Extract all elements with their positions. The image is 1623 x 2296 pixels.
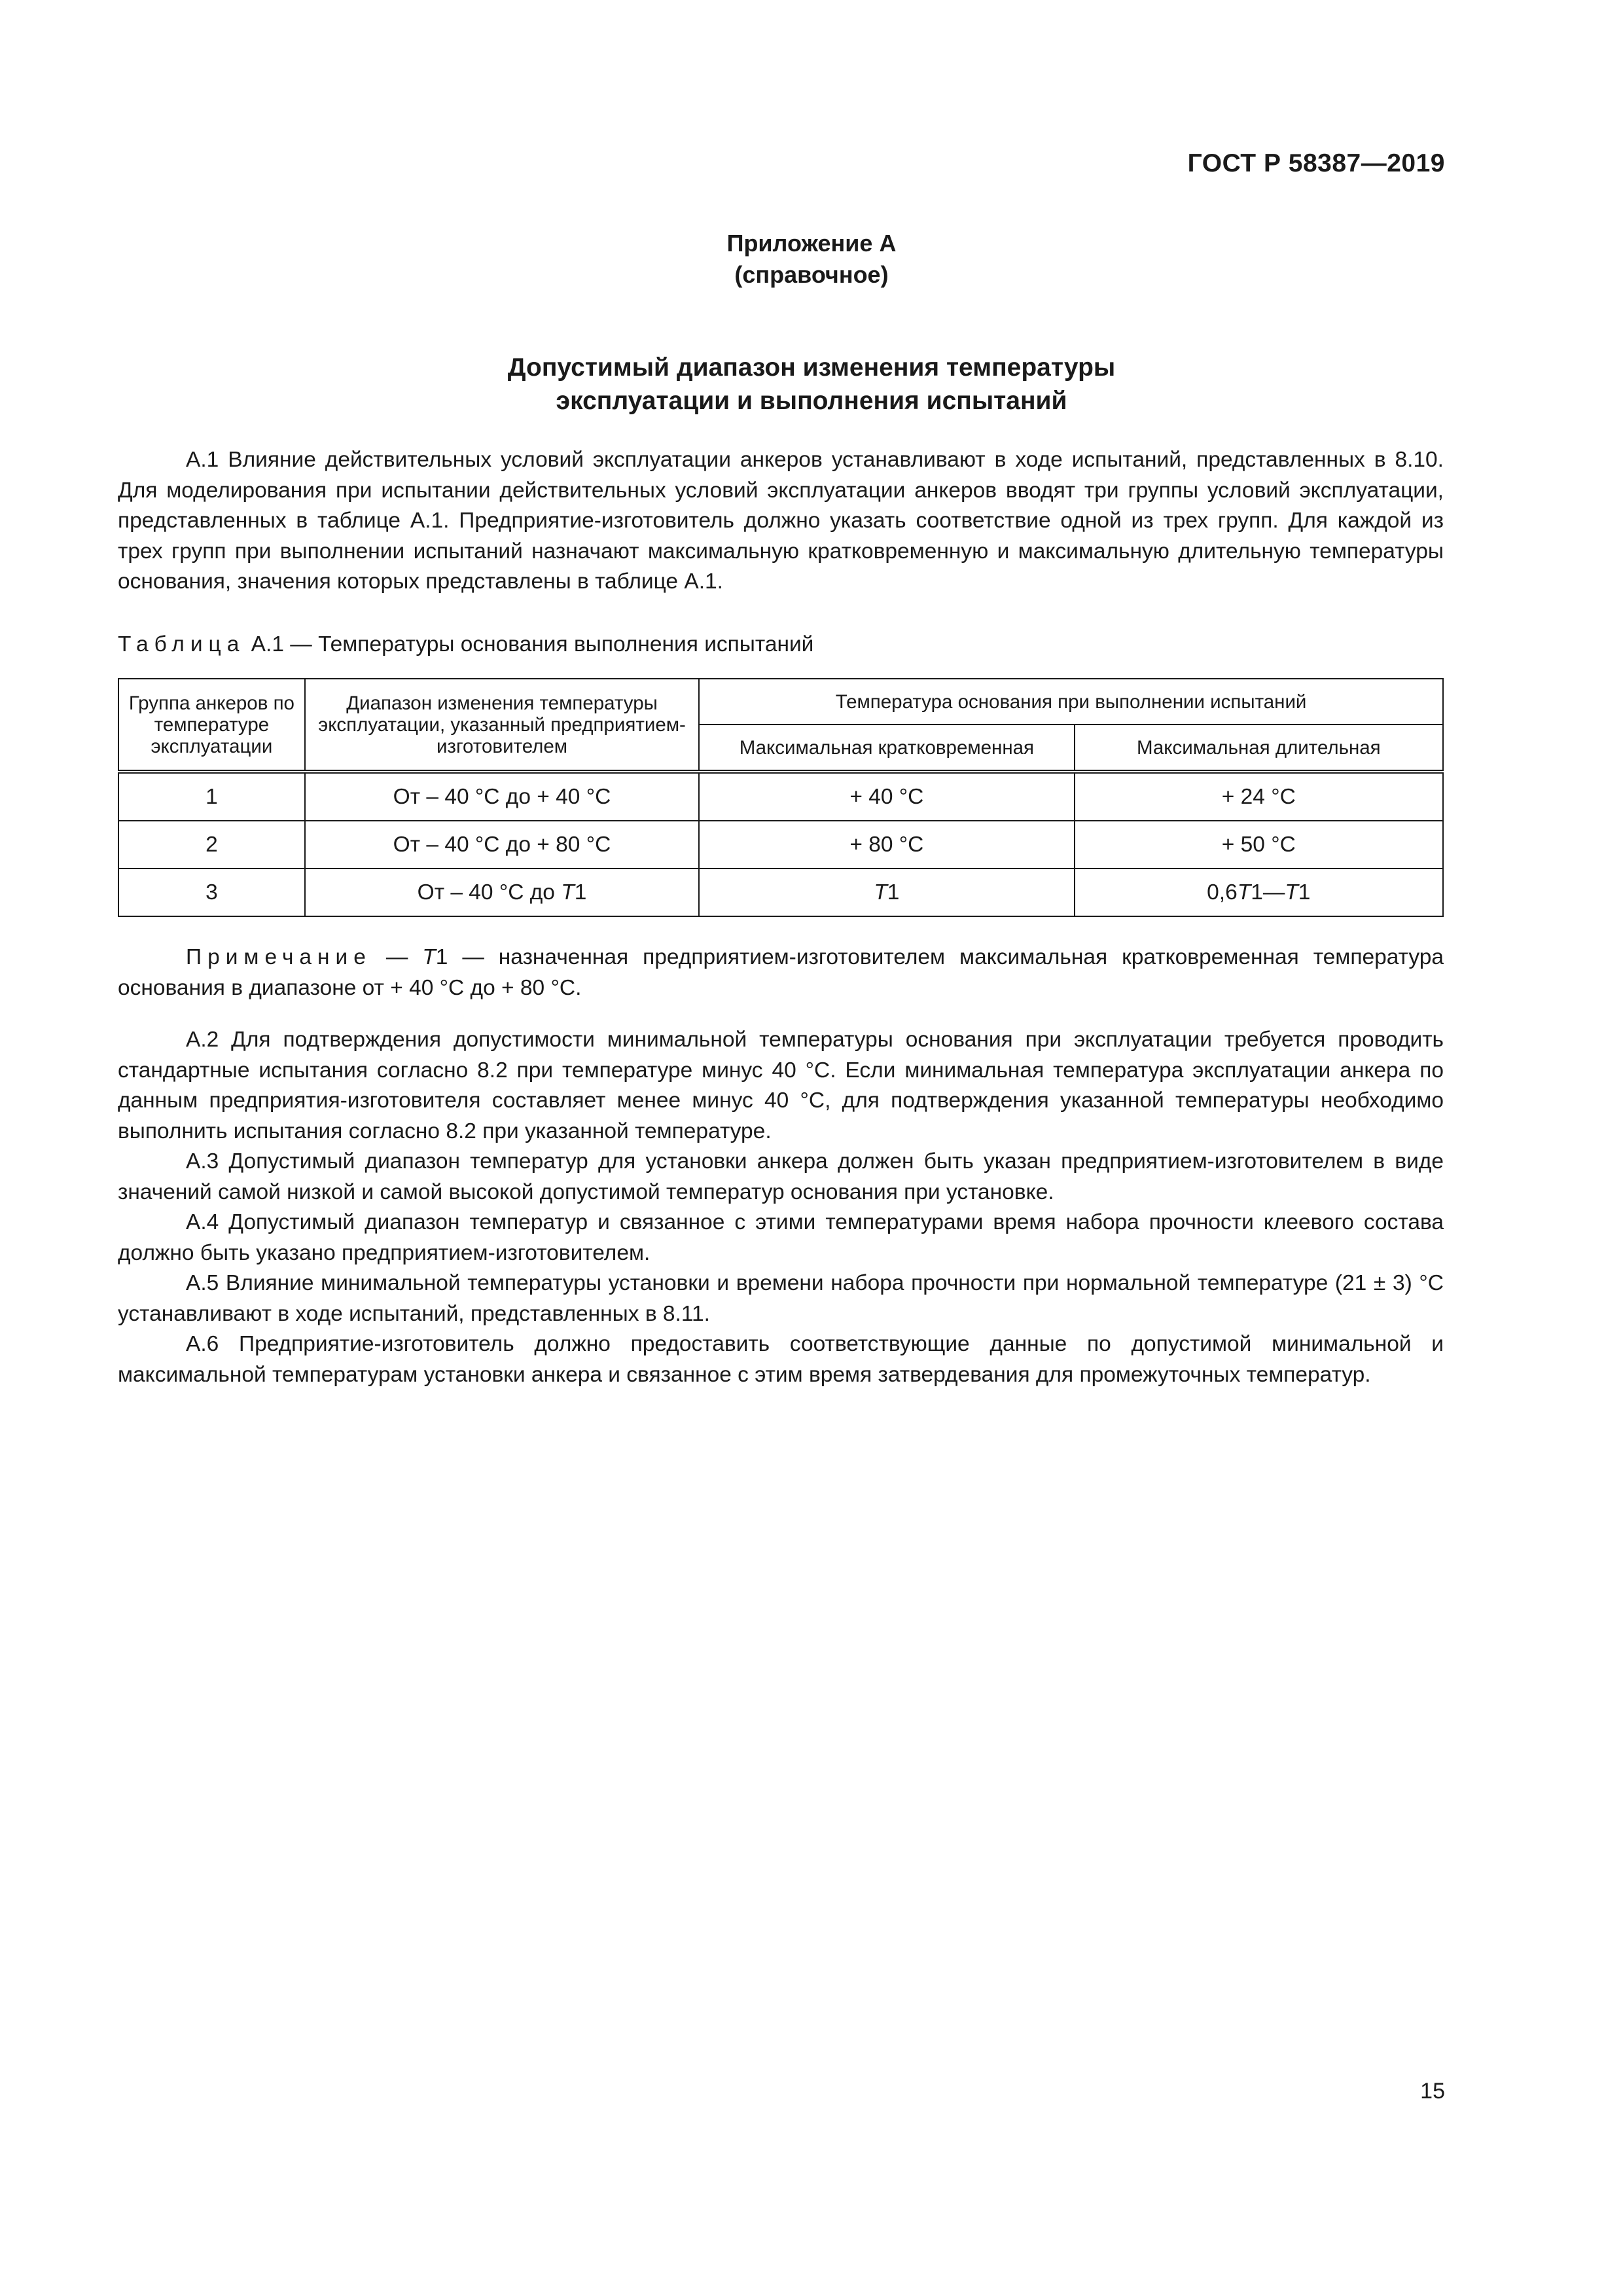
appendix-label: Приложение А	[726, 230, 897, 257]
header-max-long: Максимальная длительная	[1075, 725, 1443, 772]
cell-range: От – 40 °С до + 40 °С	[305, 772, 699, 821]
cell-max-long: + 24 °С	[1075, 772, 1443, 821]
title-line-2: эксплуатации и выполнения испытаний	[556, 387, 1067, 415]
cell-range	[305, 869, 699, 916]
appendix-title	[0, 351, 1623, 418]
paragraph-a6: А.6 Предприятие-изготовитель должно предоставить соответствующие данные по допустимой минимальной и максимальной температурам установки анкера и связанное с этим время затвердевания для промежуточных температур.	[118, 1332, 1444, 1387]
page-number: 15	[1420, 2079, 1445, 2104]
cell-max-short	[699, 869, 1074, 916]
paragraph-a1: А.1 Влияние действительных условий эксплуатации анкеров устанавливают в ходе испытаний, представленных в 8.10. Для моделирования при испытании действительных условий эксплуатации анкеров вводят три группы условий эксплуатации, представленных в таблице А.1. Предприятие-изготовитель должно указать соответствие одной из трех групп. Для каждой из трех групп при выполнении испытаний назначают максимальную кратковременную и максимальную длительную температуры основания, значения которых представлены в таблице А.1.	[118, 448, 1444, 594]
cell-max-short: + 80 °С	[699, 821, 1074, 869]
max-short-var: Т	[874, 880, 887, 905]
table-row	[118, 869, 1443, 916]
note-label: Примечание	[186, 945, 372, 969]
table-row	[118, 772, 1443, 821]
max-long-var-1: Т	[1237, 880, 1251, 905]
paragraph-a5: А.5 Влияние минимальной температуры установки и времени набора прочности при нормальной температуре (21 ± 3) °С устанавливают в ходе испытаний, представленных в 8.11.	[118, 1271, 1444, 1326]
title-line-1: Допустимый диапазон изменения температуры	[507, 353, 1116, 382]
temperature-table	[118, 678, 1444, 917]
note-dash: —	[371, 945, 423, 969]
note-text: 1 — назначенная предприятием-изготовителем максимальная кратковременная температура основания в диапазоне от + 40 °С до + 80 °С.	[118, 945, 1444, 1000]
table-caption	[118, 630, 813, 659]
table-caption-text: А.1 — Температуры основания выполнения испытаний	[245, 632, 814, 656]
table-row	[118, 821, 1443, 869]
cell-group: 1	[118, 772, 305, 821]
cell-range: От – 40 °С до + 80 °С	[305, 821, 699, 869]
paragraph-a4: А.4 Допустимый диапазон температур и связанное с этими температурами время набора прочности клеевого состава должно быть указано предприятием-изготовителем.	[118, 1210, 1444, 1265]
max-long-suffix: 1	[1298, 880, 1311, 905]
range-var: Т	[561, 880, 575, 905]
header-max-short: Максимальная кратковременная	[699, 725, 1074, 772]
cell-max-long	[1075, 869, 1443, 916]
appendix-type: (справочное)	[734, 261, 889, 288]
table-note	[118, 942, 1444, 1003]
paragraph-a3: А.3 Допустимый диапазон температур для установки анкера должен быть указан предприятием-изготовителем в виде значений самой низкой и самой высокой допустимой температур основания при установке.	[118, 1149, 1444, 1204]
header-base-temp: Температура основания при выполнении испытаний	[699, 679, 1443, 725]
paragraph-a2: А.2 Для подтверждения допустимости минимальной температуры основания при эксплуатации требуется проводить стандартные испытания согласно 8.2 при температуре минус 40 °С. Если минимальная температура эксплуатации анкера по данным предприятия-изготовителя составляет менее минус 40 °С, для подтверждения указанной температуры необходимо выполнить испытания согласно 8.2 при указанной температуре.	[118, 1028, 1444, 1143]
max-long-var-2: Т	[1285, 880, 1298, 905]
max-long-mid: 1—	[1251, 880, 1285, 905]
cell-group: 2	[118, 821, 305, 869]
document-id: ГОСТ Р 58387—2019	[1187, 149, 1445, 177]
max-long-prefix: 0,6	[1207, 880, 1238, 905]
appendix-heading	[0, 228, 1623, 291]
cell-max-short: + 40 °С	[699, 772, 1074, 821]
range-suffix: 1	[574, 880, 587, 905]
paragraphs-a2-a6	[118, 1025, 1444, 1390]
note-var: Т	[422, 945, 436, 969]
paragraph-a1-block	[118, 445, 1444, 598]
table-caption-word: Таблица	[118, 632, 245, 656]
header-range: Диапазон изменения температуры эксплуатации, указанный предприятием-изготовителем	[305, 679, 699, 772]
cell-max-long: + 50 °С	[1075, 821, 1443, 869]
max-short-suffix: 1	[887, 880, 900, 905]
cell-group: 3	[118, 869, 305, 916]
header-group: Группа анкеров по температуре эксплуатации	[118, 679, 305, 772]
range-prefix: От – 40 °С до	[417, 880, 562, 905]
